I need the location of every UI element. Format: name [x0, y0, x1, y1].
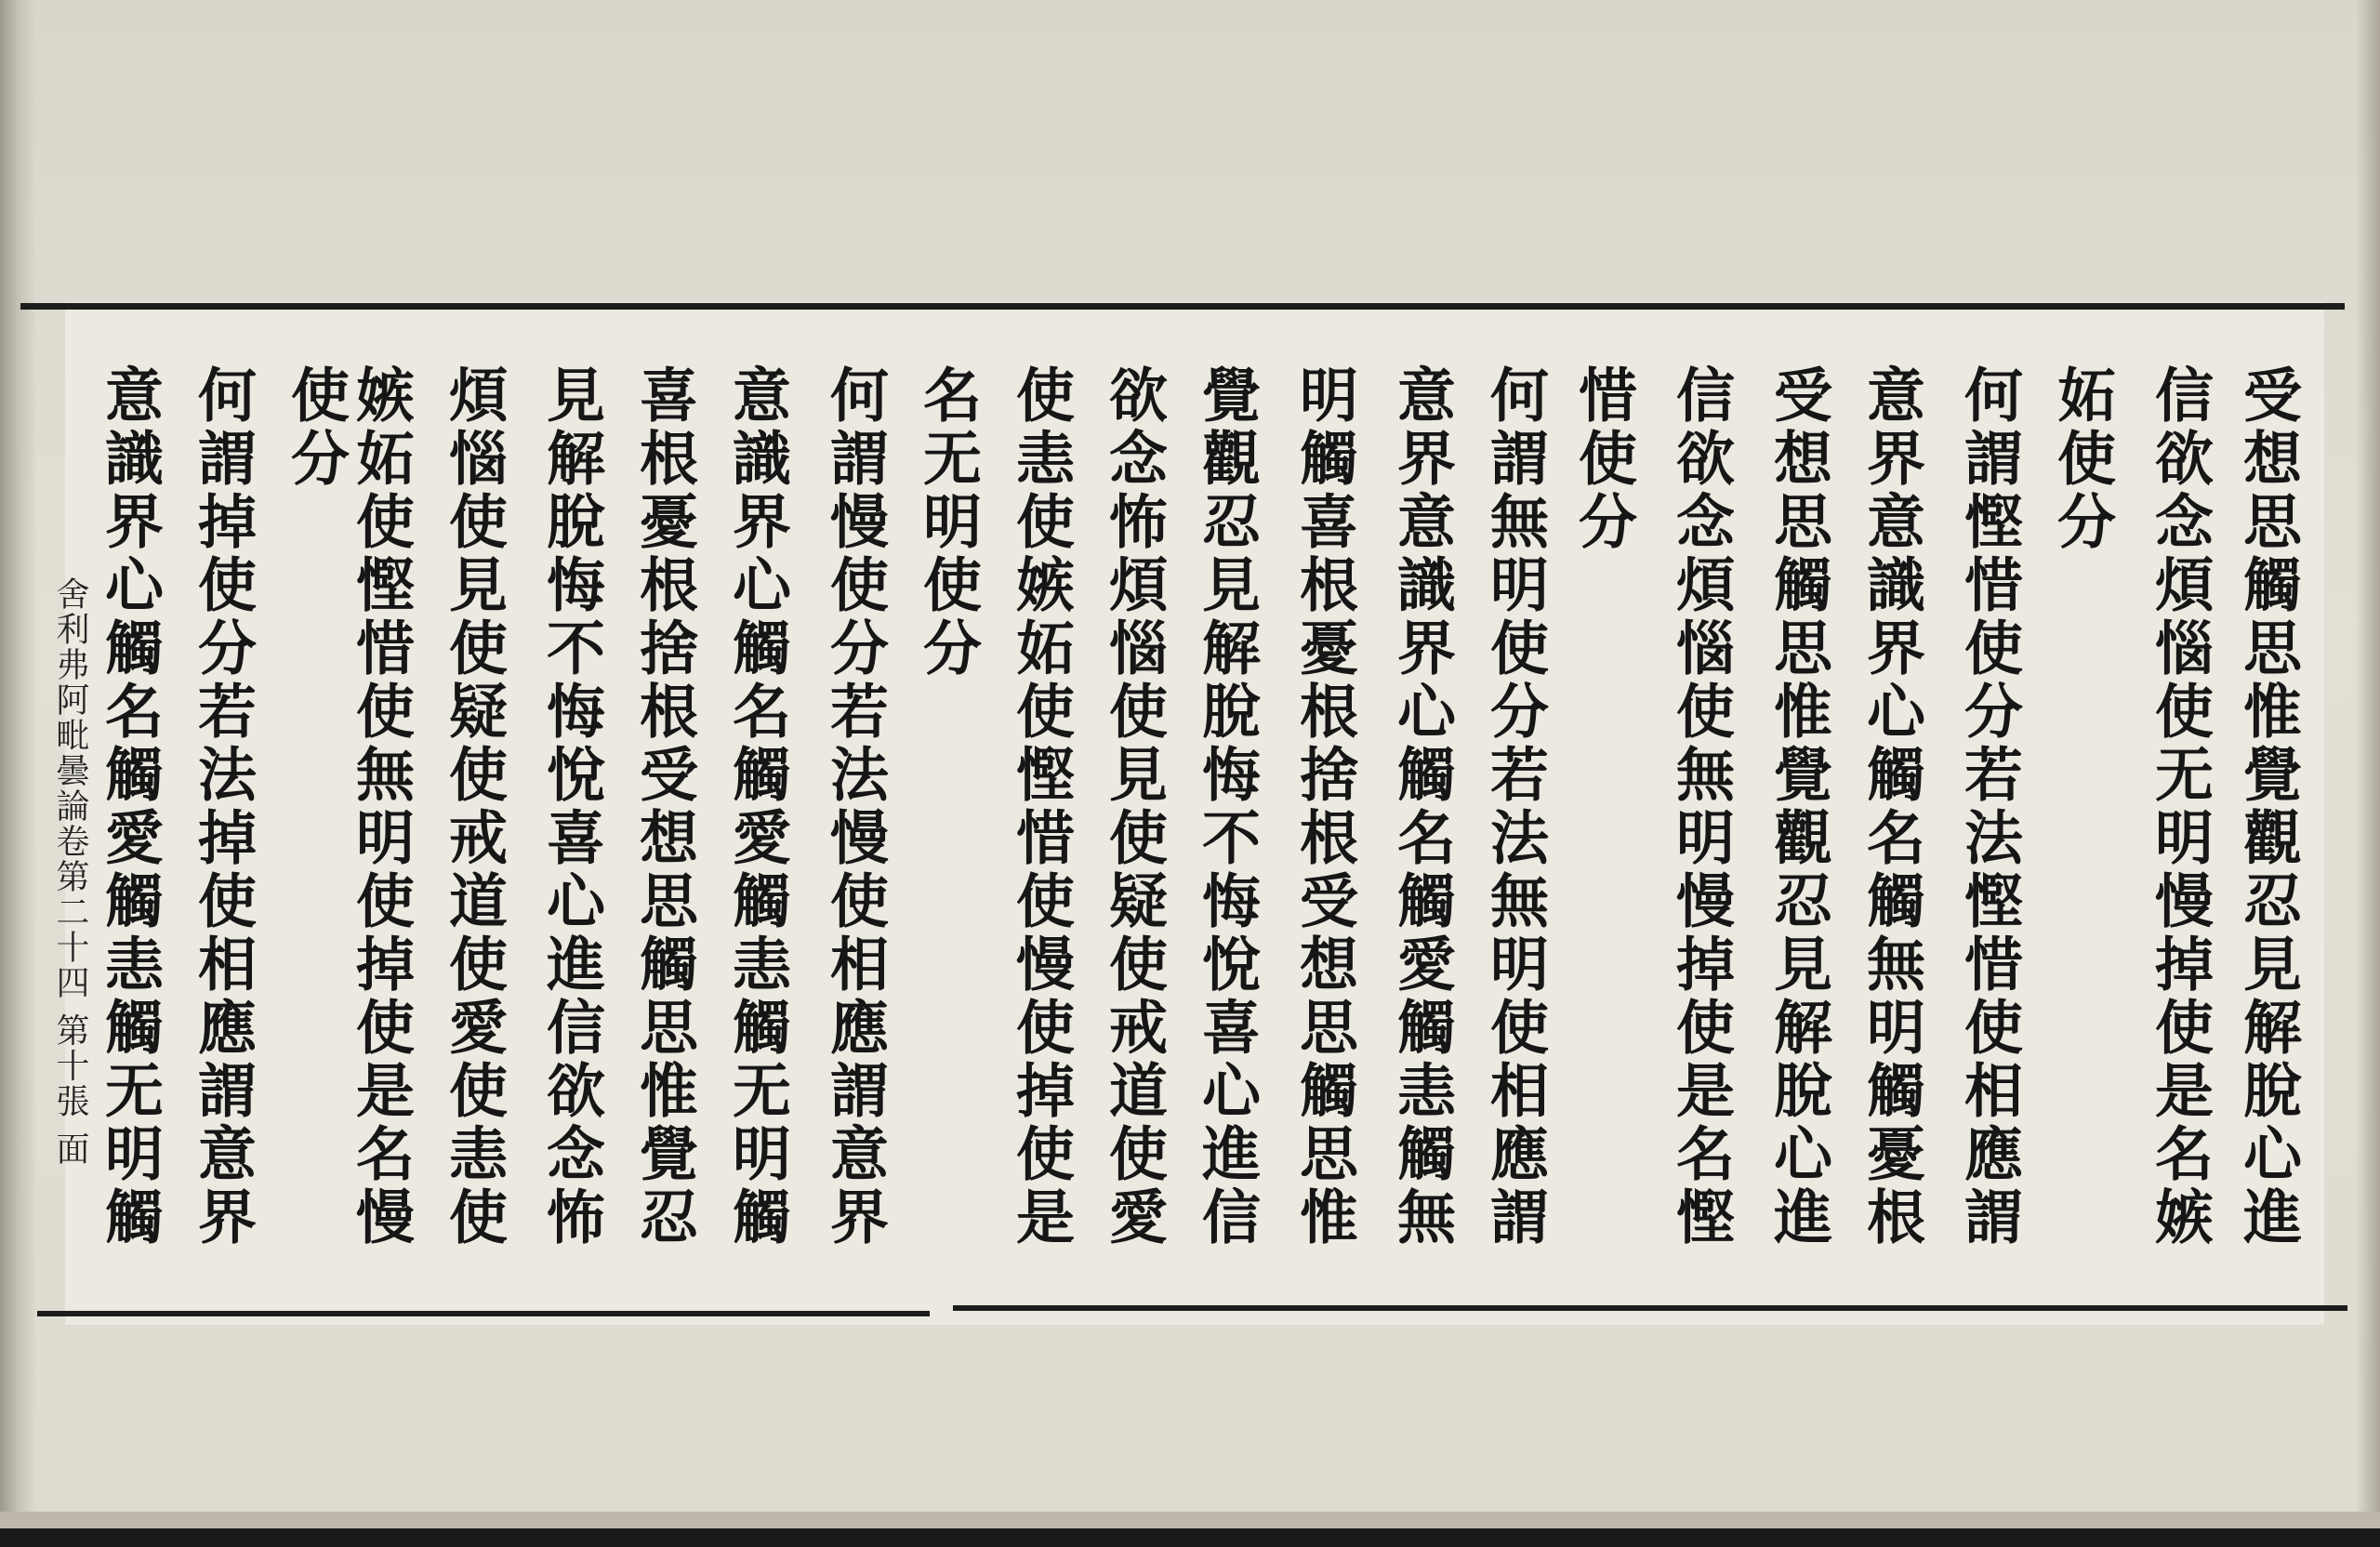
text-column: 意識界心觸名觸愛觸恚觸无明觸: [96, 364, 165, 1250]
text-column: 何謂掉使分若法掉使相應謂意界: [189, 364, 258, 1250]
text-column: 何謂慳惜使分若法慳惜使相應謂: [1955, 364, 2024, 1250]
text-column: 何謂無明使分若法無明使相應謂: [1481, 364, 1550, 1250]
text-column: 信欲念煩惱使無明慢掉使是名慳: [1667, 364, 1736, 1250]
text-column: 意界意識界心觸名觸愛觸恚觸無: [1388, 364, 1457, 1250]
text-column: 名无明使分: [914, 364, 983, 681]
text-column: 煩惱使見使疑使戒道使愛使恚使: [440, 364, 509, 1250]
text-column: 意識界心觸名觸愛觸恚觸无明觸: [723, 364, 792, 1250]
text-column: 見解脫悔不悔悅喜心進信欲念怖: [537, 364, 606, 1250]
text-column: 何謂慢使分若法慢使相應謂意界: [821, 364, 890, 1250]
bottom-border-rule-right: [953, 1305, 2347, 1311]
colophon-margin-note: 舍利弗阿毗曇論卷第二十四 第十張 面: [51, 576, 89, 1167]
text-column: 受想思觸思惟覺觀忍見解脫心進: [1765, 364, 1833, 1250]
text-column: 信欲念煩惱使无明慢掉使是名嫉: [2146, 364, 2215, 1250]
text-column: 欲念怖煩惱使見使疑使戒道使愛: [1100, 364, 1169, 1250]
text-column: 意界意識界心觸名觸無明觸憂根: [1858, 364, 1926, 1250]
scan-bottom-border: [0, 1528, 2380, 1547]
text-column: 妬使分: [2048, 364, 2117, 554]
text-column: 嫉妬使慳惜使無明使掉使是名慢: [347, 364, 416, 1250]
text-column: 使分: [282, 364, 350, 491]
page-bottom-margin: [0, 1512, 2380, 1528]
page-edge: [2356, 0, 2380, 1547]
bottom-border-rule-left: [37, 1311, 930, 1316]
text-column: 喜根憂根捨根受想思觸思惟覺忍: [630, 364, 699, 1250]
text-column: 受想思觸思惟覺觀忍見解脫心進: [2234, 364, 2303, 1250]
text-column: 覺觀忍見解脫悔不悔悅喜心進信: [1193, 364, 1262, 1250]
text-column: 使恚使嫉妬使慳惜使慢使掉使是: [1007, 364, 1076, 1250]
top-border-rule: [20, 303, 2345, 310]
text-column: 明觸喜根憂根捨根受想思觸思惟: [1290, 364, 1359, 1250]
binding-shadow: [0, 0, 37, 1547]
text-column: 惜使分: [1569, 364, 1638, 554]
